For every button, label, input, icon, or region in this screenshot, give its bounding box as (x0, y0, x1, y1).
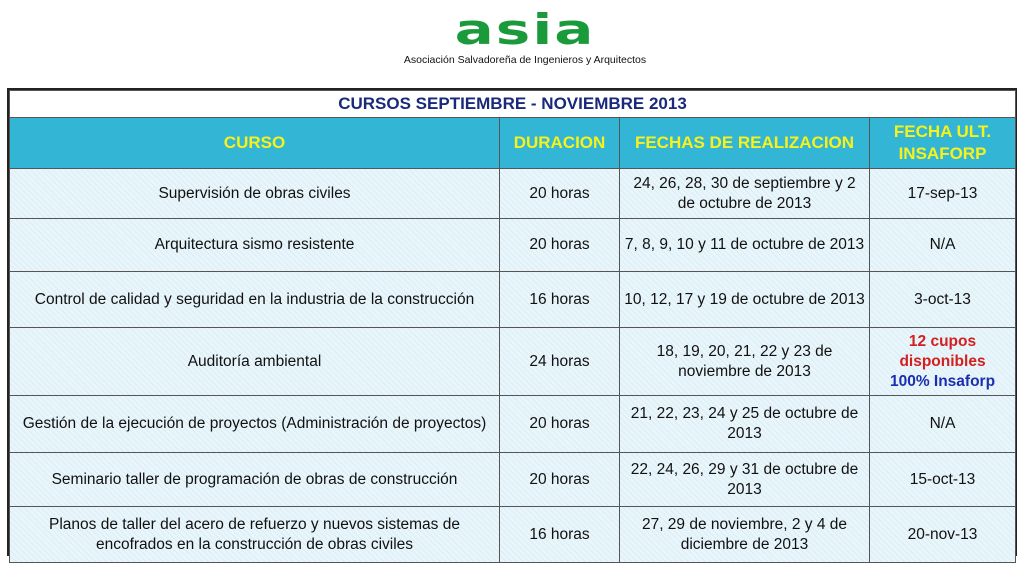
asia-logo (390, 5, 660, 72)
header-fecha-ult: FECHA ULT. INSAFORP (870, 118, 1016, 169)
table-row (10, 507, 1016, 563)
table-row (10, 396, 1016, 453)
cell-fecha-ult: N/A (870, 396, 1016, 453)
courses-table (7, 88, 1017, 556)
cell-fecha-ult: 20-nov-13 (870, 507, 1016, 563)
cell-fechas: 27, 29 de noviembre, 2 y 4 de diciembre de 2013 (620, 507, 870, 563)
cell-curso: Arquitectura sismo resistente (10, 219, 500, 272)
table-row (10, 453, 1016, 507)
header-curso: CURSO (10, 118, 500, 169)
table-title: CURSOS SEPTIEMBRE - NOVIEMBRE 2013 (10, 91, 1016, 118)
logo-wordmark: asia (454, 5, 596, 55)
table-row (10, 219, 1016, 272)
cell-fechas: 18, 19, 20, 21, 22 y 23 de noviembre de 2013 (620, 328, 870, 396)
table-row (10, 272, 1016, 328)
cell-curso: Gestión de la ejecución de proyectos (Administración de proyectos) (10, 396, 500, 453)
cell-curso: Seminario taller de programación de obras de construcción (10, 453, 500, 507)
cell-duracion: 20 horas (500, 396, 620, 453)
cell-fechas: 7, 8, 9, 10 y 11 de octubre de 2013 (620, 219, 870, 272)
cell-duracion: 16 horas (500, 272, 620, 328)
cell-curso: Control de calidad y seguridad en la industria de la construcción (10, 272, 500, 328)
logo-subtitle: Asociación Salvadoreña de Ingenieros y Arquitectos (403, 54, 647, 66)
cell-duracion: 20 horas (500, 453, 620, 507)
cell-duracion: 24 horas (500, 328, 620, 396)
header-duracion: DURACION (500, 118, 620, 169)
cell-curso: Planos de taller del acero de refuerzo y nuevos sistemas de encofrados en la construcción de obras civiles (10, 507, 500, 563)
cell-fechas: 22, 24, 26, 29 y 31 de octubre de 2013 (620, 453, 870, 507)
cell-duracion: 20 horas (500, 169, 620, 219)
cell-curso: Supervisión de obras civiles (10, 169, 500, 219)
cell-duracion: 20 horas (500, 219, 620, 272)
cell-fechas: 24, 26, 28, 30 de septiembre y 2 de octubre de 2013 (620, 169, 870, 219)
insaforp-note: 100% Insaforp (889, 372, 996, 390)
cell-fechas: 10, 12, 17 y 19 de octubre de 2013 (620, 272, 870, 328)
cell-fecha-ult: 15-oct-13 (870, 453, 1016, 507)
cell-fecha-ult: 3-oct-13 (870, 272, 1016, 328)
cell-fecha-ult: 17-sep-13 (870, 169, 1016, 219)
header-fechas: FECHAS DE REALIZACION (620, 118, 870, 169)
cell-fecha-ult: N/A (870, 219, 1016, 272)
cell-fechas: 21, 22, 23, 24 y 25 de octubre de 2013 (620, 396, 870, 453)
cell-curso: Auditoría ambiental (10, 328, 500, 396)
availability-note: 12 cupos disponibles (899, 332, 986, 370)
table-row (10, 328, 1016, 396)
cell-duracion: 16 horas (500, 507, 620, 563)
table-row (10, 169, 1016, 219)
cell-fecha-ult (870, 328, 1016, 396)
